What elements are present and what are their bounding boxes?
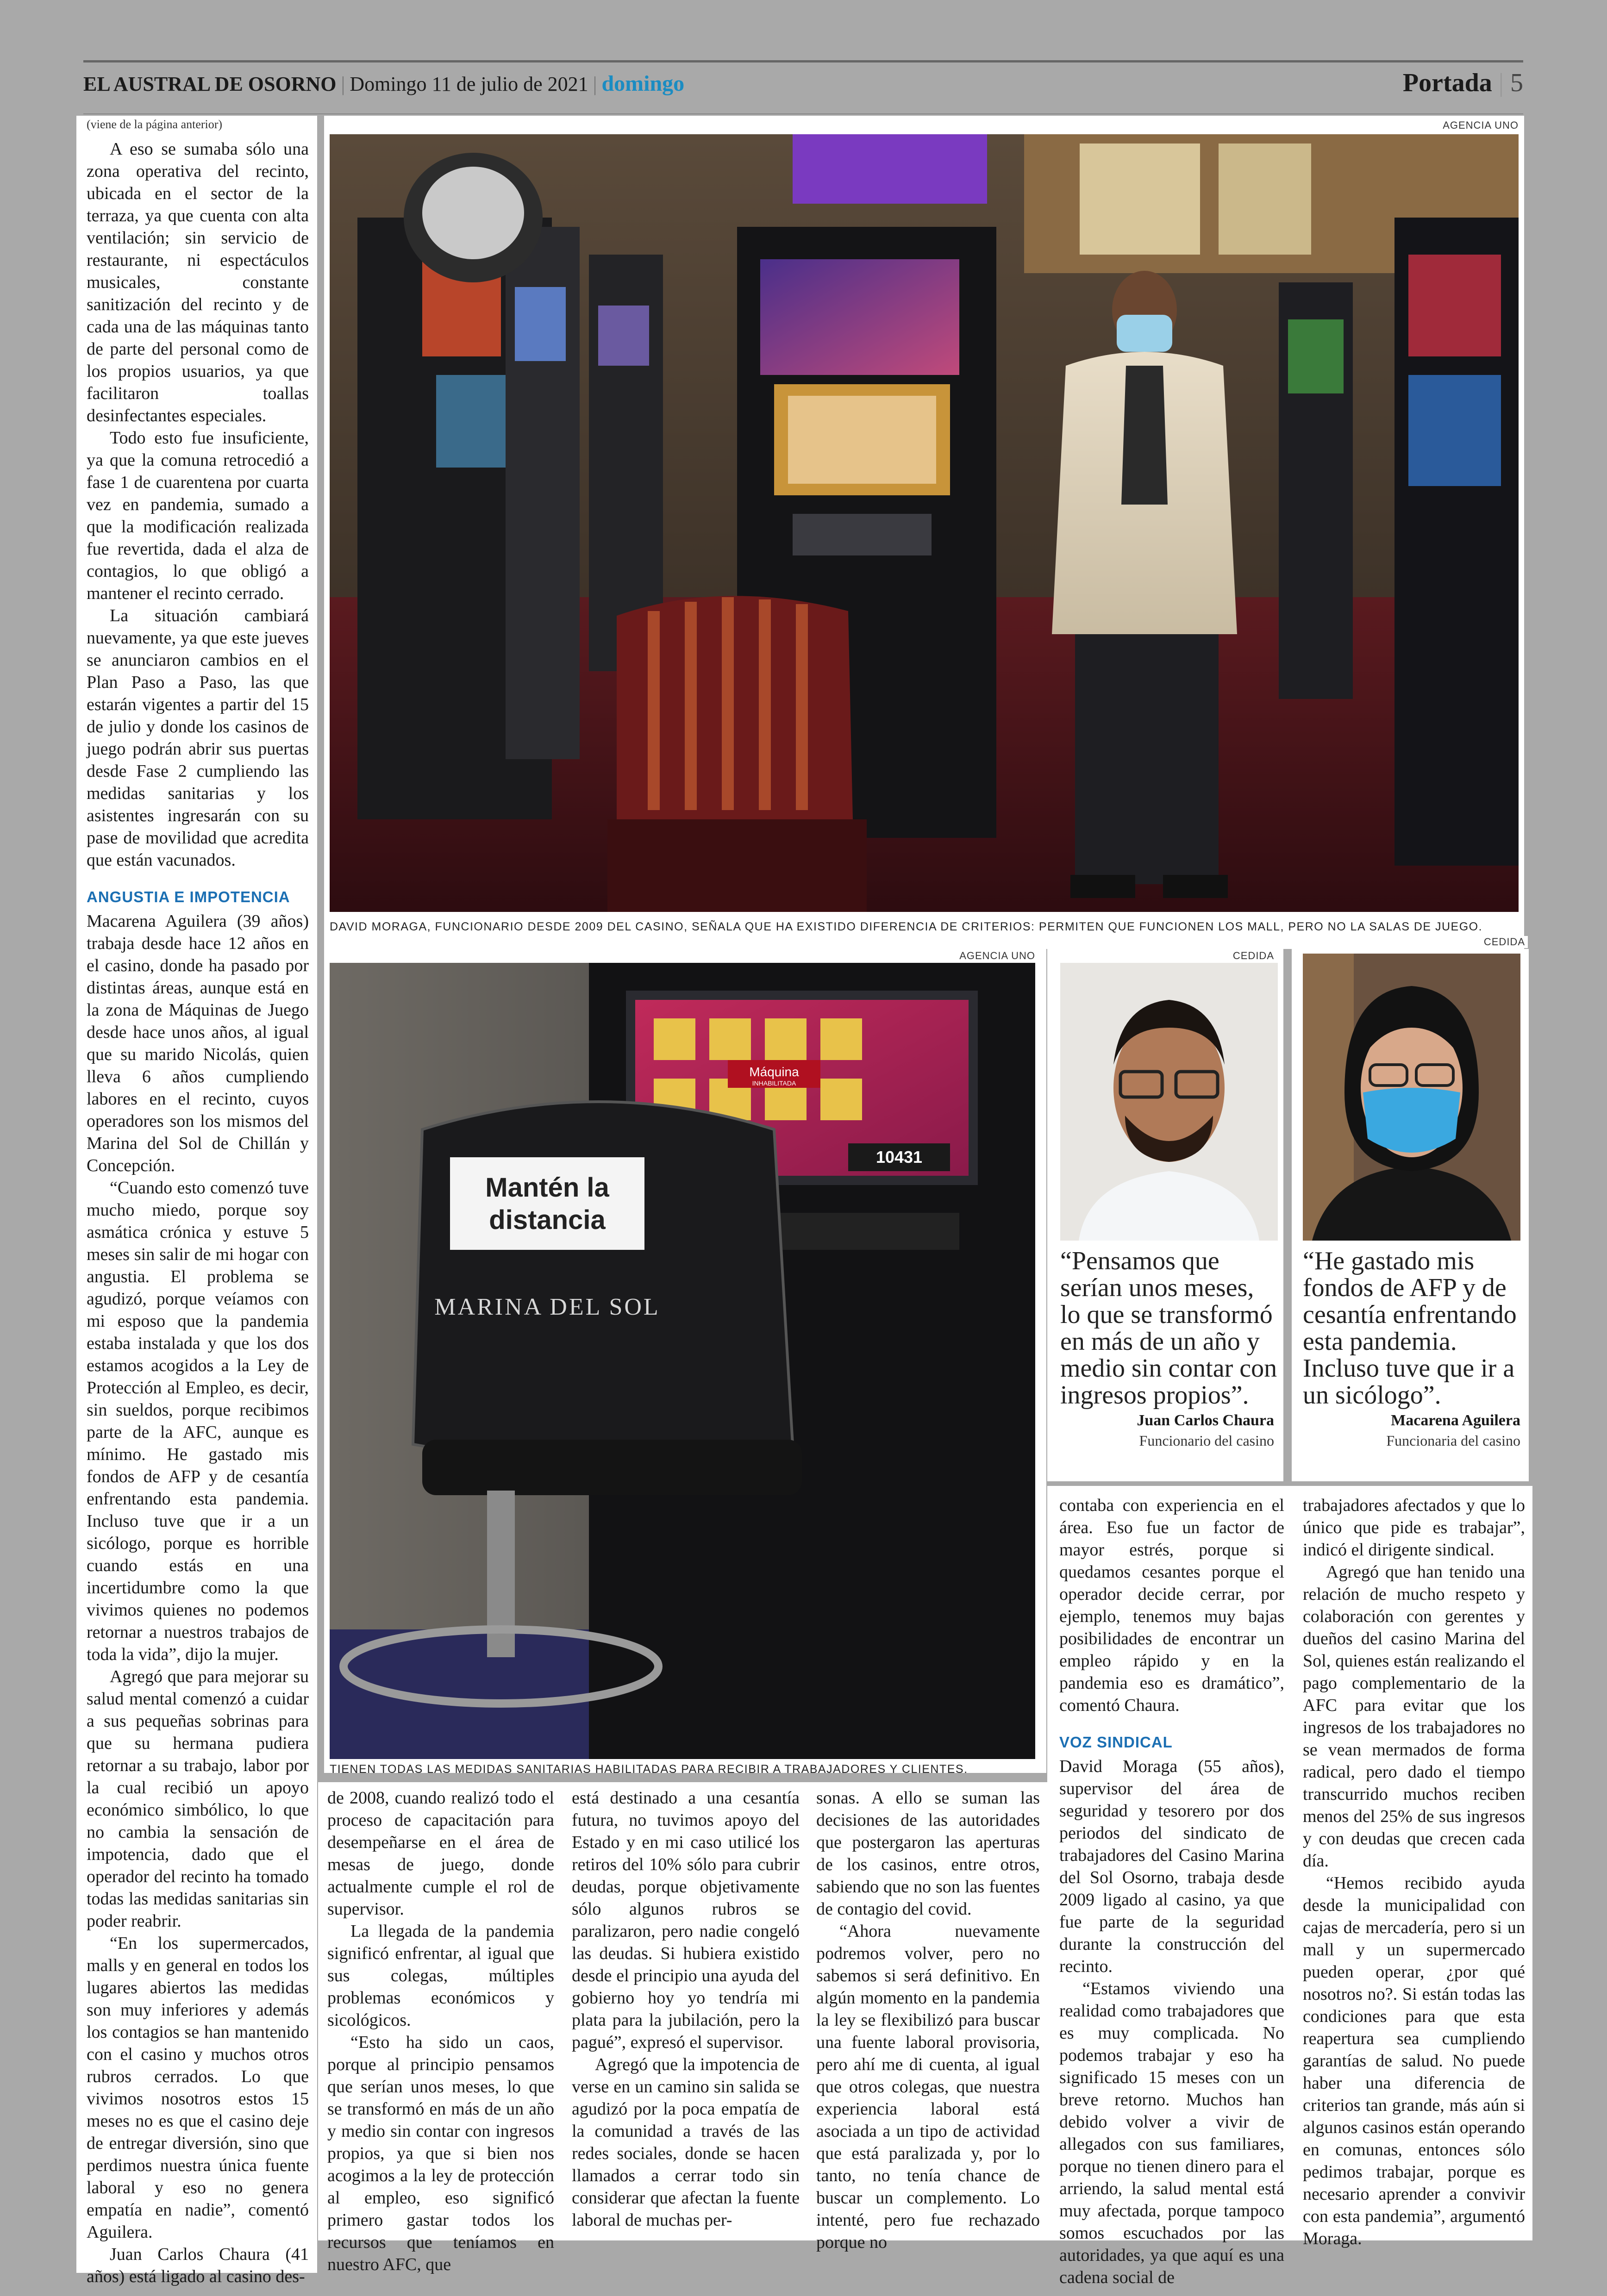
paragraph: Macarena Aguilera (39 años) trabaja desde hace 12 años en el casino, donde ha pasado por distintas áreas, aunque está en la zona de Máquinas de Juego desde hace unos años, al igual que su marido Nicolás, quien lleva 6 años cumpliendo labores en el recinto, cuyos operadores son los mismos del Marina del Sol de Chillán y Concepción. xyxy=(87,911,309,1175)
quote-author-role: Funcionario del casino xyxy=(1139,1432,1274,1449)
paragraph: A eso se sumaba sólo una zona operativa del recinto, ubicada en el sector de la terraza, ya que cuenta con alta ventilación; sin servicio de restaurante, ni espectáculos musicales, constante sanitización del recinto y de cada una de las máquinas tanto de parte del personal como de los propios usuarios, ya que facilitaron toallas desinfectantes especiales. xyxy=(87,139,309,425)
paragraph: sonas. A ello se suman las decisiones de las autoridades que postergaron las aperturas de los casinos, entre otros, sabiendo que no son las fuentes de contagio del covid. xyxy=(816,1788,1040,1919)
chair-photo-caption: TIENEN TODAS LAS MEDIDAS SANITARIAS HABILITADAS PARA RECIBIR A TRABAJADORES Y CLIENTES. xyxy=(330,1763,968,1776)
header-left: EL AUSTRAL DE OSORNO | Domingo 11 de julio de 2021 | domingo xyxy=(83,71,685,96)
casino-floor-illustration xyxy=(330,134,1519,912)
paragraph: “Estamos viviendo una realidad como trabajadores que es muy complicada. No podemos trabajar y eso ha significado 15 meses con un breve retorno. Muchos han debido volver a vivir de allegados con sus familiares, porque no tienen dinero para el arriendo, la salud mental está muy afectada, porque tampoco somos escuchados por las autoridades, ya que aquí es una cadena social de xyxy=(1059,1979,1284,2287)
photo-credit: AGENCIA UNO xyxy=(959,950,1035,961)
paragraph: La situación cambiará nuevamente, ya que este jueves se anunciaron cambios en el Plan Paso a Paso, las que estarán vigentes a partir del 15 de julio y donde los casinos de juego podrán abrir sus puertas desde Fase 2 cumpliendo las medidas sanitarias y los asistentes ingresarán con su pase de movilidad que acredita que están vacunados. xyxy=(87,606,309,870)
quote-text: “He gastado mis fondos de AFP y de cesantía enfrentando esta pandemia. Incluso tuve que ir a un sicólogo”. xyxy=(1303,1247,1517,1410)
quote-text: “Pensamos que serían unos meses, lo que se transformó en más de un año y medio sin contar con ingresos propios”. xyxy=(1060,1247,1277,1410)
portrait-chaura xyxy=(1060,963,1278,1241)
column-4-text xyxy=(816,1787,1040,2253)
column-6-text xyxy=(1303,1494,1525,2250)
header-right: Portada | 5 xyxy=(1402,69,1523,97)
column-1 xyxy=(76,116,317,2286)
quote-box-aguilera xyxy=(1292,936,1529,1481)
subhead-angustia: ANGUSTIA E IMPOTENCIA xyxy=(87,888,290,905)
paragraph: Agregó que la impotencia de verse en un camino sin salida se agudizó por la poca empatía de la comunidad a través de las redes sociales, donde se hacen llamados a cerrar todo sin considerar que afectan la fuente laboral de muchas per- xyxy=(572,2055,800,2230)
paragraph: David Moraga (55 años), supervisor del área de seguridad y tesorero por dos periodos del sindicato de trabajadores del Casino Marina del Sol Osorno, trabaja desde 2009 ligado al casino, ya que fue parte de la seguridad durante la construcción del recinto. xyxy=(1059,1757,1284,1976)
main-photo-panel xyxy=(324,116,1524,949)
photo-credit: AGENCIA UNO xyxy=(1443,119,1519,131)
sign-line-2: distancia xyxy=(489,1205,606,1235)
column-1-text xyxy=(87,138,309,2288)
machine-label: Máquina xyxy=(749,1065,799,1079)
paragraph: “Ahora nuevamente podremos volver, pero no sabemos si será definitivo. En algún momento en la pandemia la ley se flexibilizó para buscar una fuente laboral provisoria, pero ahí me di cuenta, al igual que otros colegas, que nuestra experiencia laboral está asociada a un tipo de actividad que está paralizada y, por lo tanto, no tenía chance de buscar un complemento. Lo intenté, pero fue rechazado porque no xyxy=(816,1922,1040,2252)
page-header xyxy=(83,60,1523,114)
paragraph: de 2008, cuando realizó todo el proceso de capacitación para desempeñarse en el área de mesas de juego, donde actualmente cumple el rol de supervisor. xyxy=(327,1788,554,1919)
quote-box-chaura xyxy=(1047,949,1283,1481)
portrait-man-icon xyxy=(1060,963,1278,1241)
continued-note: (viene de la página anterior) xyxy=(87,118,223,131)
photo-credit: CEDIDA xyxy=(1481,936,1528,948)
paragraph: “En los supermercados, malls y en general en todos los lugares abiertos las medidas son muy inferiores y además los contagios se han mantenido con el casino y muchos otros rubros cerrados. Lo que vivimos nosotros estos 15 meses no es que el casino deje de entregar diversión, sino que perdimos nuestra única fuente laboral y eso no genera empatía en nadie”, comentó Aguilera. xyxy=(87,1934,309,2242)
quote-author-role: Funcionaria del casino xyxy=(1386,1432,1520,1449)
page-section: Portada xyxy=(1402,69,1492,97)
paragraph: “Hemos recibido ayuda desde la municipalidad con cajas de mercadería, pero si un mall y un supermercado pueden operar, ¿por qué nosotros no?. Si están todas las condiciones para que esta reapertura sea cumpliendo garantías de salud. No puede haber una diferencia de criterios tan grande, más aún si algunos casinos están operando en comunas, entonces sólo pedimos trabajar, porque es necesario aprender a convivir con esta pandemia”, argumentó Moraga. xyxy=(1303,1873,1525,2248)
paragraph: Agregó que para mejorar su salud mental comenzó a cuidar a sus pequeñas sobrinas para que su hermana pudiera retornar a su trabajo, labor por la cual recibió un apoyo económico simbólico, lo que no cambia la sensación de impotencia, dado que el operador del recinto ha tomado todas las medidas sanitarias sin poder reabrir. xyxy=(87,1667,309,1931)
quote-author-name: Juan Carlos Chaura xyxy=(1137,1412,1274,1429)
column-4 xyxy=(808,1782,1047,2252)
machine-label-sub: INHABILITADA xyxy=(752,1079,796,1087)
paragraph: La llegada de la pandemia significó enfrentar, al igual que sus colegas, múltiples problemas económicos y sicológicos. xyxy=(327,1922,554,2030)
paragraph: Juan Carlos Chaura (41 años) está ligado al casino des- xyxy=(87,2245,309,2286)
column-3-text xyxy=(572,1787,800,2231)
publication-name: EL AUSTRAL DE OSORNO xyxy=(83,73,337,95)
portrait-aguilera xyxy=(1303,954,1520,1241)
quote-author-name: Macarena Aguilera xyxy=(1391,1412,1520,1429)
casino-photo-main xyxy=(330,134,1519,912)
chair-illustration xyxy=(330,963,1035,1759)
paragraph: Todo esto fue insuficiente, ya que la comuna retrocedió a fase 1 de cuarentena por cuarta vez en pandemia, sumado a que la modificación realizada fue revertida, dada el alza de contagios, lo que obligó a mantener el recinto cerrado. xyxy=(87,428,309,603)
paragraph: trabajadores afectados y que lo único que pide es trabajar”, indicó el dirigente sindical. xyxy=(1303,1496,1525,1560)
chair-photo-panel xyxy=(324,949,1046,1776)
paragraph: “Esto ha sido un caos, porque al principio pensamos que serían unos meses, lo que se transformó en más de un año y medio sin contar con ingresos propios, ya que si bien nos acogimos a la ley de protección al empleo, eso significó primero gastar todos los recursos que teníamos en nuestro AFC, que xyxy=(327,2033,554,2274)
subhead-voz-sindical: VOZ SINDICAL xyxy=(1059,1734,1173,1751)
issue-date: Domingo 11 de julio de 2021 xyxy=(350,73,588,95)
column-5 xyxy=(1047,1486,1293,2287)
chair-photo xyxy=(330,963,1035,1759)
main-photo-caption: DAVID MORAGA, FUNCIONARIO DESDE 2009 DEL CASINO, SEÑALA QUE HA EXISTIDO DIFERENCIA DE CRITERIOS: PERMITEN QUE FUNCIONEN LOS MALL, PERO NO LA SALAS DE JUEGO. xyxy=(330,920,1483,933)
column-2-text xyxy=(327,1787,554,2276)
portrait-woman-icon xyxy=(1303,954,1520,1241)
paragraph: está destinado a una cesantía futura, no tuvimos apoyo del Estado y en mi caso utilicé los retiros del 10% sólo para cubrir deudas, porque objetivamente sólo algunos rubros se paralizaron, pero nadie congeló las deudas. Si hubiera existido desde el principio una ayuda del gobierno hoy yo tendría mi plata para la jubilación, pero la pagué”, expresó el supervisor. xyxy=(572,1788,800,2052)
section-name: domingo xyxy=(601,71,685,96)
column-2 xyxy=(318,1782,563,2274)
paragraph: Agregó que han tenido una relación de mucho respeto y colaboración con gerentes y dueños del casino Marina del Sol, quienes están realizando el pago complementario de la AFC para evitar que los ingresos de los trabajadores no se vean mermados de forma radical, pero dado el tiempo transcurrido muchos reciben menos del 25% de sus ingresos y con deudas que crecen cada día. xyxy=(1303,1562,1525,1871)
sign-line-1: Mantén la xyxy=(485,1173,609,1203)
column-3 xyxy=(563,1782,808,2240)
credit-counter: 10431 xyxy=(875,1148,923,1167)
chair-brand-logo: MARINA DEL SOL xyxy=(434,1294,660,1320)
column-6 xyxy=(1293,1486,1532,2248)
photo-credit: CEDIDA xyxy=(1232,950,1274,961)
paragraph: “Cuando esto comenzó tuve mucho miedo, porque soy asmática crónica y estuve 5 meses sin salir de mi hogar con angustia. El problema se agudizó, porque veíamos con mi esposo que la pandemia estaba instalada y que los dos estamos acogidos a la Ley de Protección al Empleo, es decir, sin sueldos, porque recibimos parte de la AFC, aunque es mínimo. He gastado mis fondos de AFP y de cesantía enfrentando esta pandemia. Incluso tuve que ir a un sicólogo, porque es horrible cuando estás en una incertidumbre como la que vivimos quienes no podemos retornar a nuestros trabajos de toda la vida”, dijo la mujer. xyxy=(87,1178,309,1664)
paragraph: contaba con experiencia en el área. Eso fue un factor de mayor estrés, porque si quedamos cesantes porque el operador decide cerrar, por ejemplo, tenemos muy bajas posibilidades de encontrar un empleo rápido y en la pandemia eso es dramático”, comentó Chaura. xyxy=(1059,1496,1284,1715)
column-5-text xyxy=(1059,1494,1284,2289)
page-number: 5 xyxy=(1510,69,1523,97)
